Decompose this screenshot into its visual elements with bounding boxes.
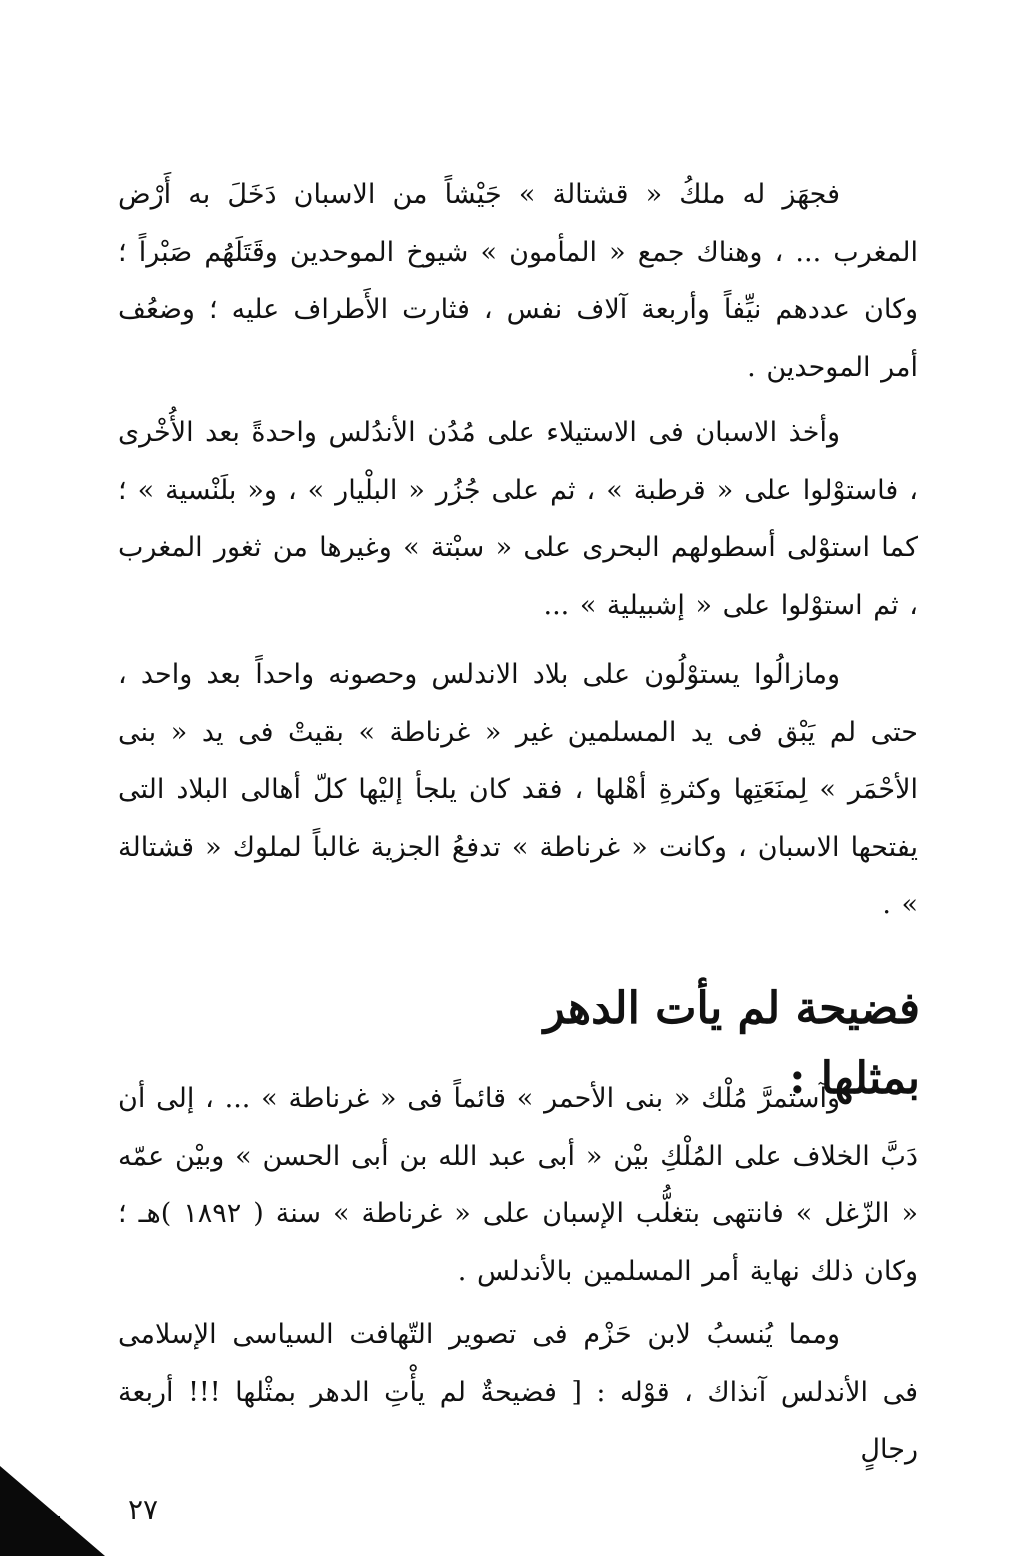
paragraph-1: فجهَز له ملكُ « قشتالة » جَيْشاً من الاسبان دَخَلَ به أَرْض المغرب ... ، وهناك جمع « المأمون » شيوخ الموحدين وقَتَلَهُم صَبْراً ؛ وكان عددهم نيِّفاً وأربعة آلاف نفس ، فثارت الأَطراف عليه ؛ وضعُف أمر الموحدين . [118, 179, 918, 383]
section-heading: فضيحة لم يأت الدهر بمثلها : [543, 983, 920, 1104]
paragraph-4: وآستمرَّ مُلْك « بنى الأحمر » قائماً فى « غرناطة » ... ، إلى أن دَبَّ الخلاف على المُلْكِ بيْن « أبى عبد الله بن أبى الحسن » وبيْن عمّه « الزّغل » فانتهى بتغلُّب الإسبان على « غرناطة » سنة ( ١٨٩٢ )هـ ؛ وكان ذلك نهاية أمر المسلمين بالأندلس . [118, 1083, 918, 1287]
paragraph-3: ومازالُوا يستوْلُون على بلاد الاندلس وحصونه واحداً بعد واحد ، حتى لم يَبْق فى يد المسلمين غير « غرناطة » بقيتْ فى يد « بنى الأحْمَر » لِمنَعَتِها وكثرةِ أهْلها ، فقد كان يلجأ إليْها كلّ أهالى البلاد التى يفتحها الاسبان ، وكانت « غرناطة » تدفعُ الجزية غالباً لملوك « قشتالة » . [118, 659, 918, 920]
paragraph-2: وأخذ الاسبان فى الاستيلاء على مُدُن الأندُلس واحدةً بعد الأُخْرى ، فاستوْلوا على « قرطبة » ، ثم على جُزُر « البلْيار » ، و« بلَنْسية » ؛ كما استوْلى أسطولهم البحرى على « سبْتة » وغيرها من ثغور المغرب ، ثم استوْلوا على « إشبيلية » ... [118, 417, 918, 621]
page-number: ٢٧ [128, 1493, 159, 1526]
paragraph-5: ومما يُنسبُ لابن حَزْم فى تصوير التّهافت السياسى الإسلامى فى الأندلس آنذاك ، قوْله : [ فضيحةٌ لم يأْتِ الدهر بمثْلها !!! أربعة رجالٍ [118, 1319, 918, 1465]
scan-edge-shadow-base [0, 1516, 60, 1556]
